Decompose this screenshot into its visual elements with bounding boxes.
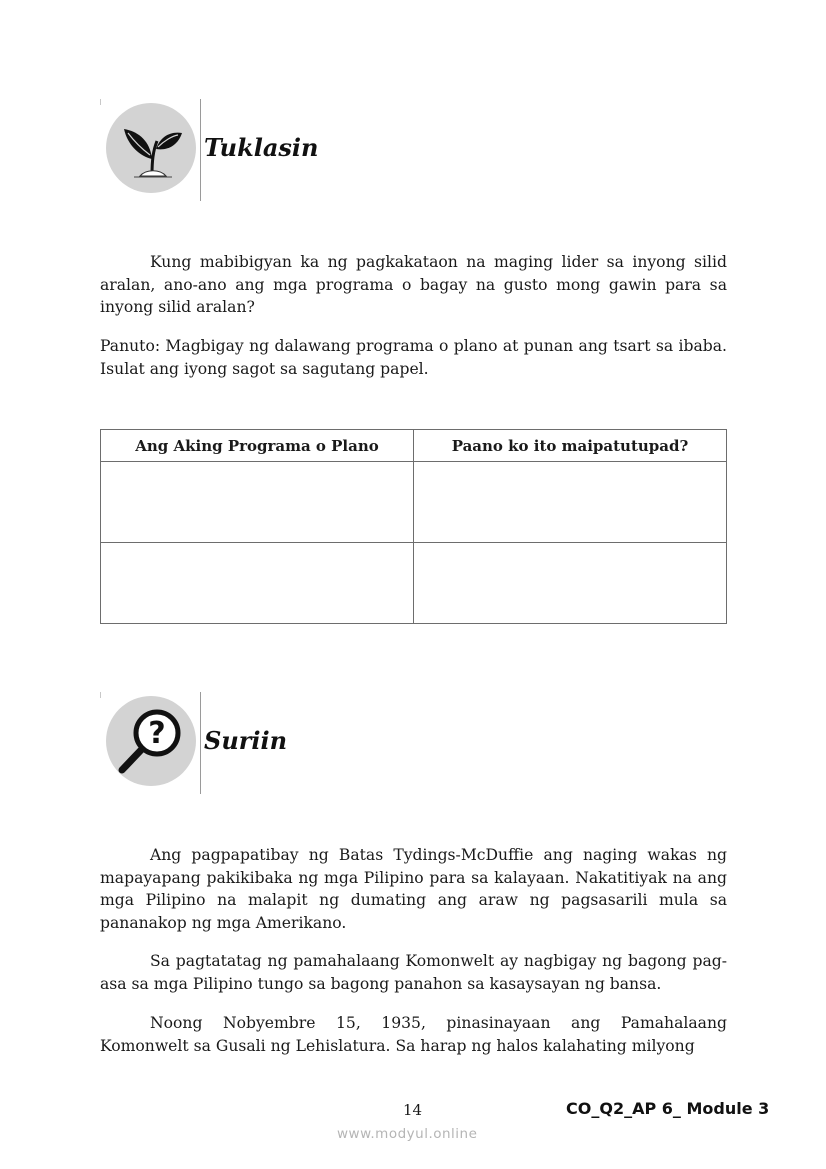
svg-text:?: ? [148, 716, 166, 751]
header-divider [200, 692, 201, 794]
table-header-plan: Ang Aking Programa o Plano [101, 430, 414, 462]
section-title-suriin: Suriin [204, 726, 288, 755]
table-header-row [101, 430, 727, 462]
magnifier-question-icon [106, 696, 196, 786]
table-header-implementation: Paano ko ito maipatutupad? [414, 430, 727, 462]
plan-chart-table [100, 429, 727, 624]
page-number: 14 [403, 1101, 423, 1119]
watermark: www.modyul.online [337, 1126, 478, 1142]
header-divider [200, 99, 201, 201]
tuklasin-intro: Kung mabibigyan ka ng pagkakataon na maging lider sa inyong silid aralan, ano-ano ang mga programa o bagay na gusto mong gawin para sa inyong silid aralan? [100, 253, 727, 316]
tuklasin-instructions: Panuto: Magbigay ng dalawang programa o plano at punan ang tsart sa ibaba. Isulat ang iyong sagot sa sagutang papel. [100, 337, 727, 378]
suriin-paragraph-1: Ang pagpapatibay ng Batas Tydings-McDuffie ang naging wakas ng mapayapang pakikibaka ng mga Pilipino para sa kalayaan. Nakatitiyak na ang mga Pilipino na malapit ng dumating ang araw ng pagsasarili mula sa pananakop ng mga Amerikano. [100, 846, 727, 932]
suriin-paragraph-3: Noong Nobyembre 15, 1935, pinasinayaan ang Pamahalaang Komonwelt sa Gusali ng Lehislatura. Sa harap ng halos kalahating milyong [100, 1014, 727, 1055]
suriin-paragraph-2: Sa pagtatatag ng pamahalaang Komonwelt ay nagbigay ng bagong pag-asa sa mga Pilipino tungo sa bagong panahon sa kasaysayan ng bansa. [100, 952, 727, 993]
tuklasin-header [100, 99, 500, 201]
table-row [101, 543, 727, 624]
suriin-header [100, 692, 500, 794]
table-cell [414, 462, 727, 543]
module-code: CO_Q2_AP 6_ Module 3 [566, 1099, 770, 1118]
table-cell [101, 462, 414, 543]
section-title-tuklasin: Tuklasin [204, 133, 319, 162]
header-corner-mark [100, 692, 101, 698]
header-corner-mark [100, 99, 101, 105]
table-cell [414, 543, 727, 624]
table-cell [101, 543, 414, 624]
table-row [101, 462, 727, 543]
seedling-icon [106, 103, 196, 193]
